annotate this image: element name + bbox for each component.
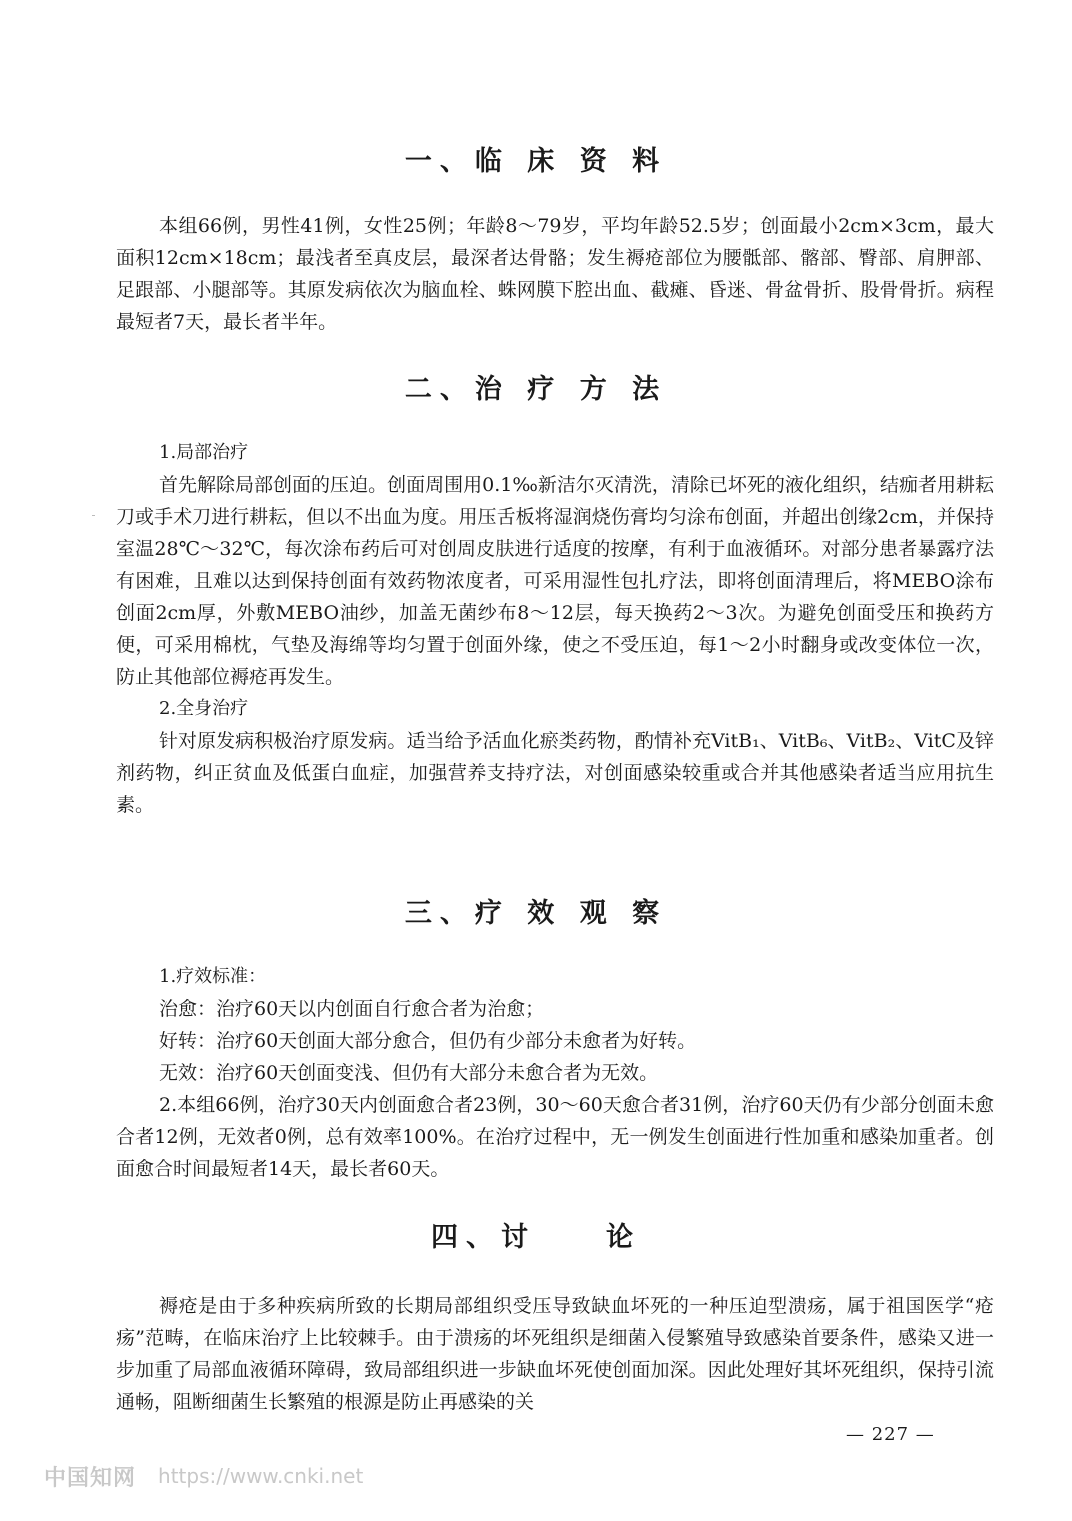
criteria-improved: 好转：治疗60天创面大部分愈合，但仍有少部分未愈者为好转。 (159, 1030, 697, 1052)
section-heading-discussion: 四、讨 论 (431, 1222, 641, 1253)
subsection-title-local-treatment: 1.局部治疗 (159, 442, 249, 463)
page-number: — 227 — (846, 1424, 935, 1445)
discussion-paragraph: 褥疮是由于多种疾病所致的长期局部组织受压导致缺血坏死的一种压迫型溃疡，属于祖国医学“疮疡”范畴，在临床治疗上比较棘手。由于溃疡的坏死组织是细菌入侵繁殖导致感染首要条件，感染又进一步加重了局部血液循环障碍，致局部组织进一步缺血坏死使创面加深。因此处理好其坏死组织，保持引流通畅，阻断细菌生长繁殖的根源是防止再感染的关 (116, 1295, 994, 1413)
section-heading-treatment-method: 二、治 疗 方 法 (404, 374, 668, 405)
criteria-title: 1.疗效标准： (159, 966, 267, 987)
subsection-title-systemic-treatment: 2.全身治疗 (159, 698, 249, 719)
criteria-cured: 治愈：治疗60天以内创面自行愈合者为治愈； (159, 998, 545, 1020)
scan-speck (92, 515, 95, 516)
footer-url-link[interactable]: https://www.cnki.net (158, 1464, 364, 1488)
section-body-clinical-data (116, 210, 994, 338)
clinical-data-paragraph: 本组66例，男性41例，女性25例；年龄8～79岁，平均年龄52.5岁；创面最小2cm×3cm，最大面积12cm×18cm；最浅者至真皮层，最深者达骨骼；发生褥疮部位为腰骶部、髂部、臀部、肩胛部、足跟部、小腿部等。其原发病依次为脑血栓、蛛网膜下腔出血、截瘫、昏迷、骨盆骨折、股骨骨折。病程最短者7天，最长者半年。 (116, 215, 994, 333)
systemic-treatment-paragraph: 针对原发病积极治疗原发病。适当给予活血化瘀类药物，酌情补充VitB₁、VitB₆、VitB₂、VitC及锌剂药物，纠正贫血及低蛋白血症，加强营养支持疗法，对创面感染较重或合并其他感染者适当应用抗生素。 (116, 730, 994, 816)
criteria-ineffective: 无效：治疗60天创面变浅、但仍有大部分未愈合者为无效。 (159, 1062, 659, 1084)
section-body-treatment-method (116, 437, 994, 821)
local-treatment-paragraph: 首先解除局部创面的压迫。创面周围用0.1‰新洁尔灭清洗，清除已坏死的液化组织，结痂者用耕耘刀或手术刀进行耕耘，但以不出血为度。用压舌板将湿润烧伤膏均匀涂布创面，并超出创缘2cm，并保持室温28℃～32℃，每次涂布药后可对创周皮肤进行适度的按摩，有利于血液循环。对部分患者暴露疗法有困难，且难以达到保持创面有效药物浓度者，可采用湿性包扎疗法，即将创面清理后，将MEBO涂布创面2cm厚，外敷MEBO油纱，加盖无菌纱布8～12层，每天换药2～3次。为避免创面受压和换药方便，可采用棉枕，气垫及海绵等均匀置于创面外缘，使之不受压迫，每1～2小时翻身或改变体位一次，防止其他部位褥疮再发生。 (116, 474, 994, 688)
footer-brand: 中国知网 (44, 1465, 137, 1491)
section-heading-clinical-data: 一、临 床 资 料 (404, 146, 668, 177)
section-heading-efficacy-observation: 三、疗 效 观 察 (404, 898, 668, 929)
section-body-discussion (116, 1290, 994, 1418)
footer-watermark (44, 1456, 363, 1496)
efficacy-result-paragraph: 2.本组66例，治疗30天内创面愈合者23例，30～60天愈合者31例，治疗60天仍有少部分创面未愈合者12例，无效者0例，总有效率100%。在治疗过程中，无一例发生创面进行性加重和感染加重者。创面愈合时间最短者14天，最长者60天。 (116, 1094, 994, 1180)
section-body-efficacy-observation (116, 961, 994, 1185)
